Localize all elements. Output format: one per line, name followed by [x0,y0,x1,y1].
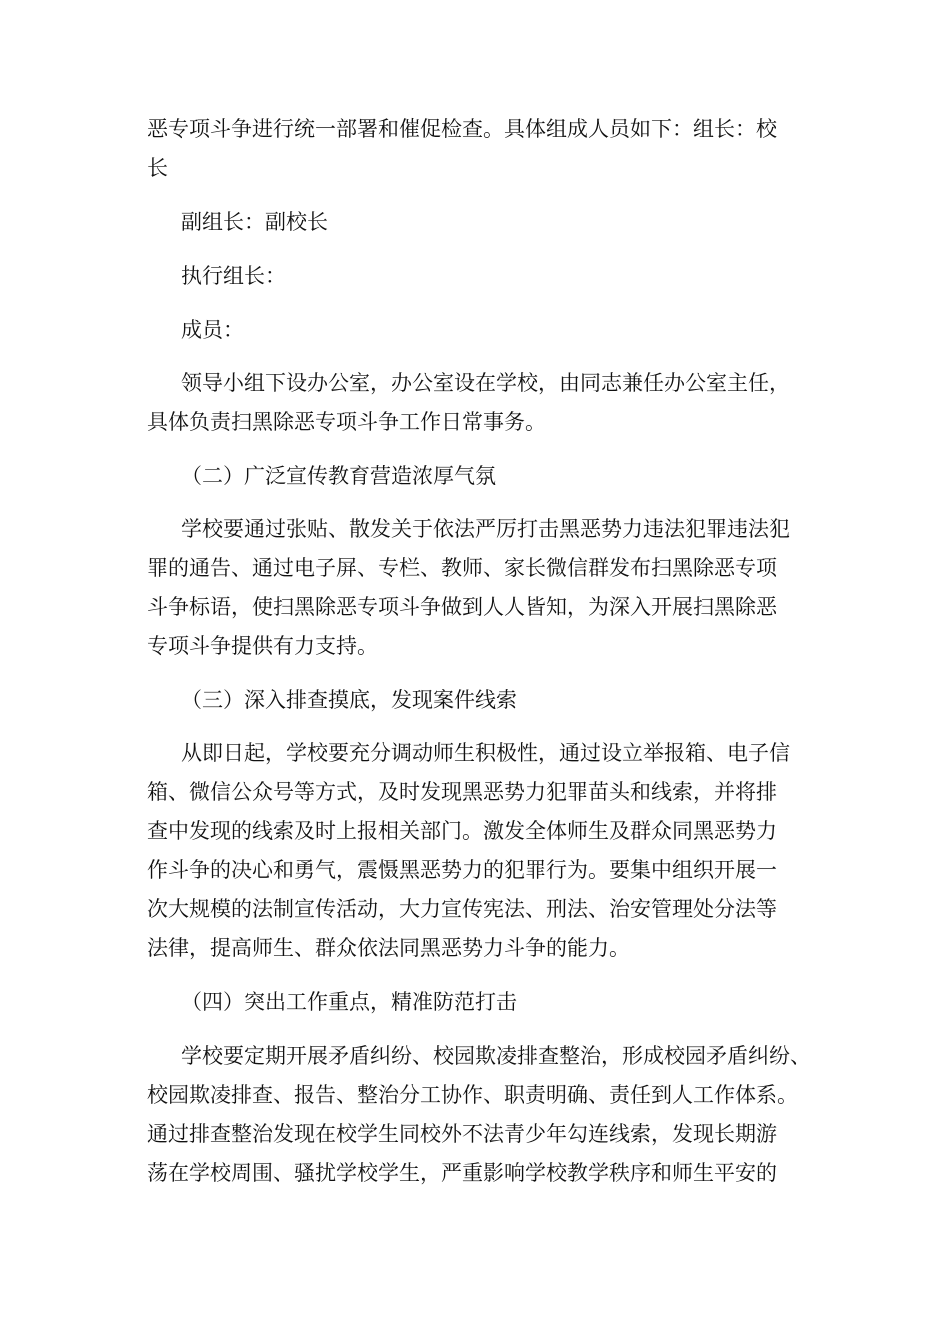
paragraph-line: 副组长：副校长 [181,210,328,234]
paragraph-line: 具体负责扫黑除恶专项斗争工作日常事务。 [147,410,546,434]
section-heading: （四）突出工作重点，精准防范打击 [181,990,517,1014]
paragraph-line: 领导小组下设办公室，办公室设在学校，由同志兼任办公室主任， [181,371,790,395]
paragraph-line: 查中发现的线索及时上报相关部门。激发全体师生及群众同黑恶势力 [147,819,777,843]
paragraph-line: 校园欺凌排查、报告、整治分工协作、职责明确、责任到人工作体系。 [147,1083,798,1107]
paragraph-line: 法律，提高师生、群众依法同黑恶势力斗争的能力。 [147,936,630,960]
paragraph-line: 恶专项斗争进行统一部署和催促检查。具体组成人员如下：组长：校 [147,117,777,141]
paragraph-line: 学校要定期开展矛盾纠纷、校园欺凌排查整治，形成校园矛盾纠纷、 [181,1044,811,1068]
paragraph-line: 专项斗争提供有力支持。 [147,634,378,658]
paragraph-line: 罪的通告、通过电子屏、专栏、教师、家长微信群发布扫黑除恶专项 [147,556,777,580]
paragraph-line: 长 [147,156,168,180]
paragraph-line: 次大规模的法制宣传活动，大力宣传宪法、刑法、治安管理处分法等 [147,897,777,921]
paragraph-line: 执行组长： [181,264,286,288]
paragraph-line: 作斗争的决心和勇气，震慑黑恶势力的犯罪行为。要集中组织开展一 [147,858,777,882]
paragraph-line: 学校要通过张贴、散发关于依法严厉打击黑恶势力违法犯罪违法犯 [181,517,790,541]
paragraph-line: 荡在学校周围、骚扰学校学生，严重影响学校教学秩序和师生平安的 [147,1161,777,1185]
paragraph-line: 从即日起，学校要充分调动师生积极性，通过设立举报箱、电子信 [181,741,790,765]
section-heading: （三）深入排查摸底，发现案件线索 [181,688,517,712]
paragraph-line: 箱、微信公众号等方式，及时发现黑恶势力犯罪苗头和线索，并将排 [147,780,777,804]
paragraph-line: 成员： [181,318,244,342]
paragraph-line: 通过排查整治发现在校学生同校外不法青少年勾连线索，发现长期游 [147,1122,777,1146]
section-heading: （二）广泛宣传教育营造浓厚气氛 [181,464,496,488]
paragraph-line: 斗争标语，使扫黑除恶专项斗争做到人人皆知，为深入开展扫黑除恶 [147,595,777,619]
